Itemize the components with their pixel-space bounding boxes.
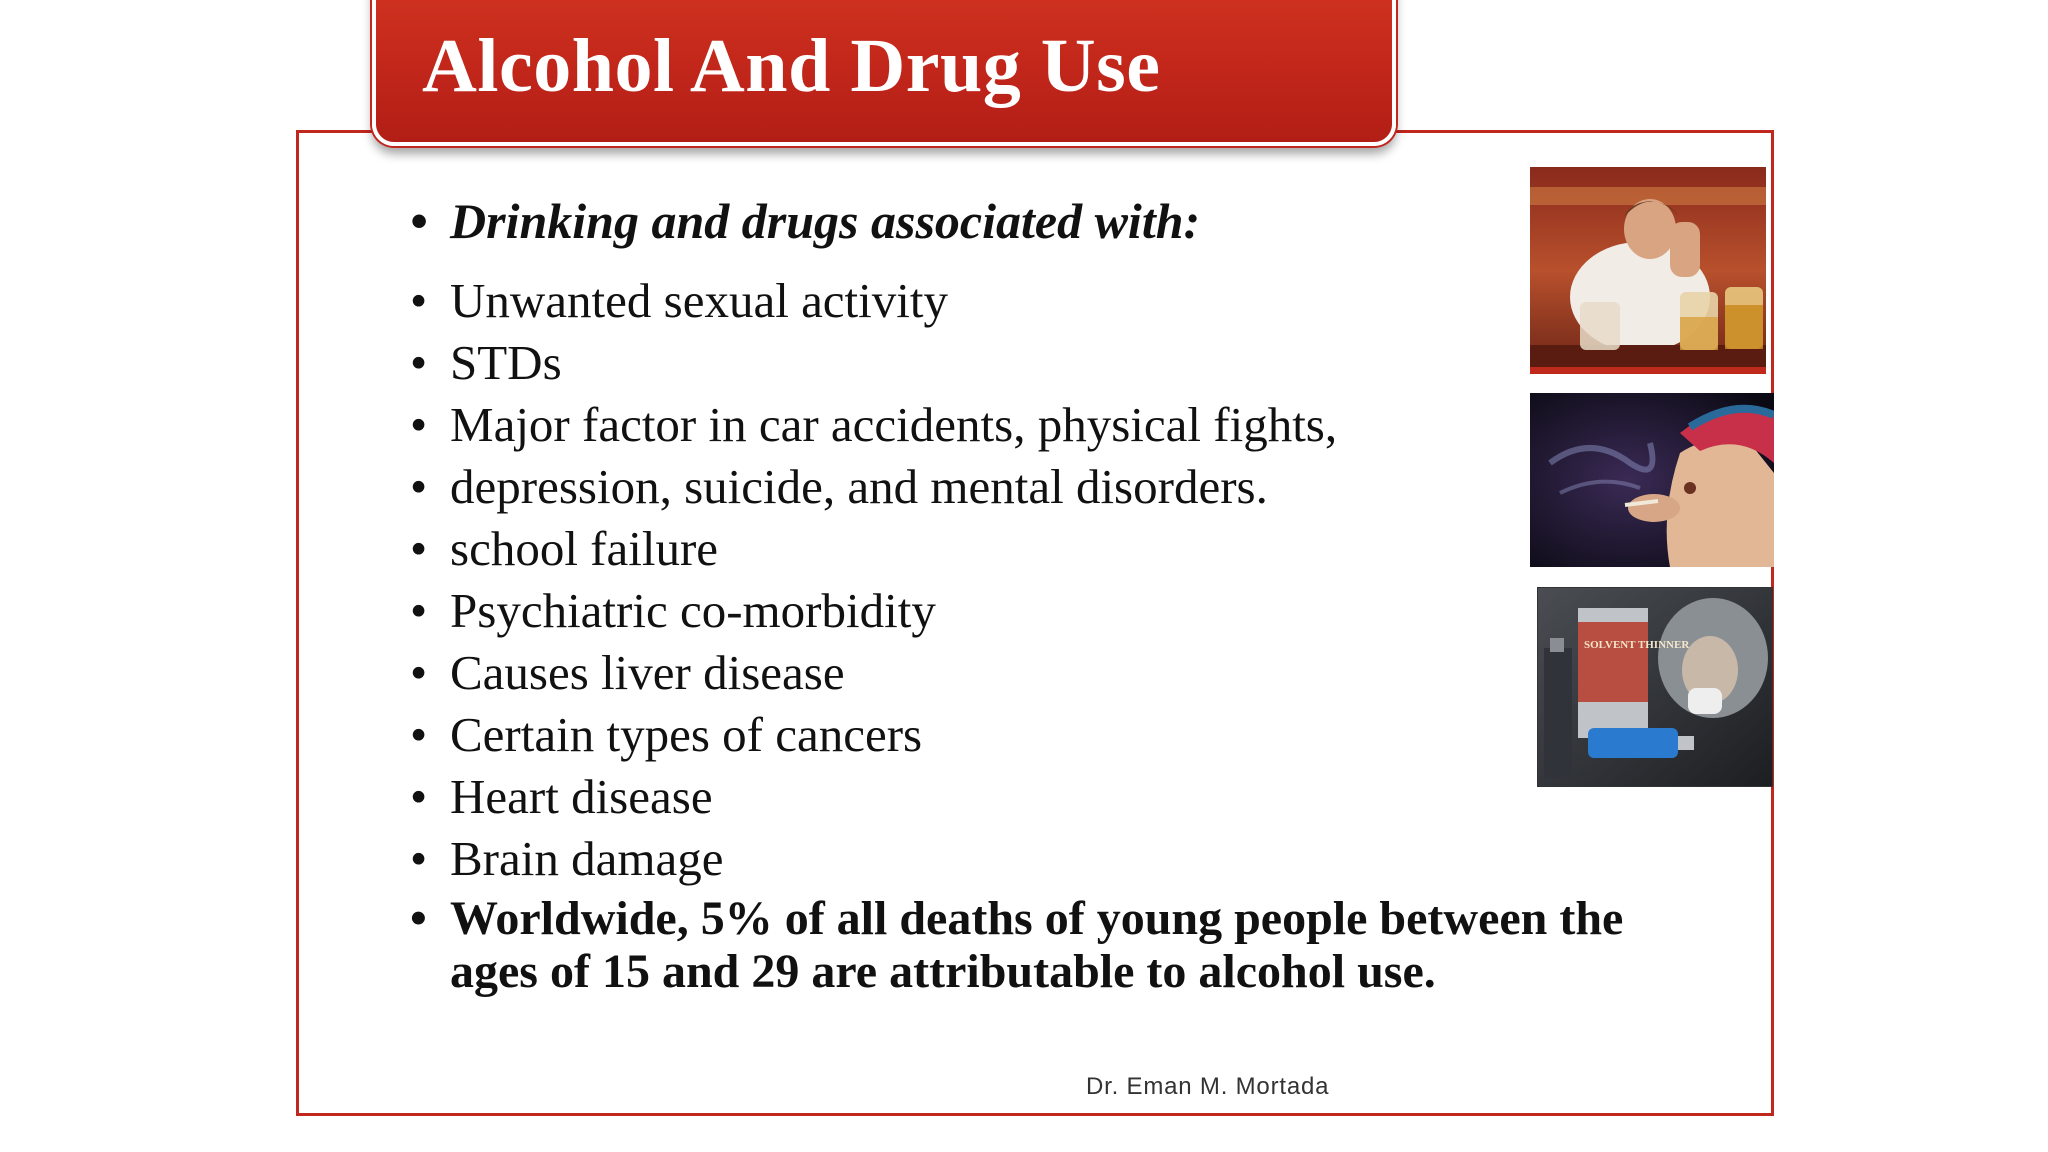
bullet-dot: •	[410, 335, 428, 390]
list-item	[410, 456, 1640, 518]
author-credit: Dr. Eman M. Mortada	[1086, 1073, 1330, 1100]
list-item	[410, 766, 1640, 828]
photo-smoking	[1530, 393, 1774, 567]
bullet-list	[410, 190, 1640, 998]
photo-bar-drinking	[1530, 167, 1766, 374]
list-item-text: Major factor in car accidents, physical fights,	[450, 397, 1338, 452]
bullet-dot: •	[410, 645, 428, 700]
solvent-can-label: SOLVENT THINNER	[1584, 639, 1690, 651]
list-item-text: Brain damage	[450, 831, 724, 886]
list-item-text: depression, suicide, and mental disorders.	[450, 459, 1268, 514]
list-item	[410, 270, 1640, 332]
statistic-bullet	[410, 892, 1640, 998]
statistic-text: Worldwide, 5% of all deaths of young people between the ages of 15 and 29 are attributable to alcohol use.	[450, 892, 1624, 998]
list-item	[410, 704, 1640, 766]
bullet-dot: •	[410, 769, 428, 824]
list-item	[410, 828, 1640, 890]
bullet-dot: •	[410, 583, 428, 638]
bullet-dot: •	[410, 831, 428, 886]
bullet-dot: •	[410, 707, 428, 762]
list-item	[410, 580, 1640, 642]
list-item-text: school failure	[450, 521, 719, 576]
list-item	[410, 518, 1640, 580]
bullet-dot: •	[410, 459, 428, 514]
bullet-dot: •	[410, 273, 428, 328]
list-item-text: Psychiatric co-morbidity	[450, 583, 936, 638]
list-item-text: Heart disease	[450, 769, 713, 824]
photo-solvent-inhalants	[1537, 587, 1773, 787]
bullet-dot: •	[410, 397, 428, 452]
list-item-text: Certain types of cancers	[450, 707, 923, 762]
slide-title: Alcohol And Drug Use	[422, 24, 1161, 108]
lead-bullet	[410, 190, 1640, 252]
list-item-text: Causes liver disease	[450, 645, 845, 700]
title-banner	[372, 0, 1396, 146]
bullet-dot: •	[410, 193, 428, 249]
bullet-dot: •	[410, 892, 427, 945]
list-item-text: Unwanted sexual activity	[450, 273, 949, 328]
lead-text: Drinking and drugs associated with:	[450, 193, 1201, 249]
list-item-text: STDs	[450, 335, 562, 390]
list-item	[410, 332, 1640, 394]
bullet-dot: •	[410, 521, 428, 576]
list-item	[410, 394, 1640, 456]
list-item	[410, 642, 1640, 704]
